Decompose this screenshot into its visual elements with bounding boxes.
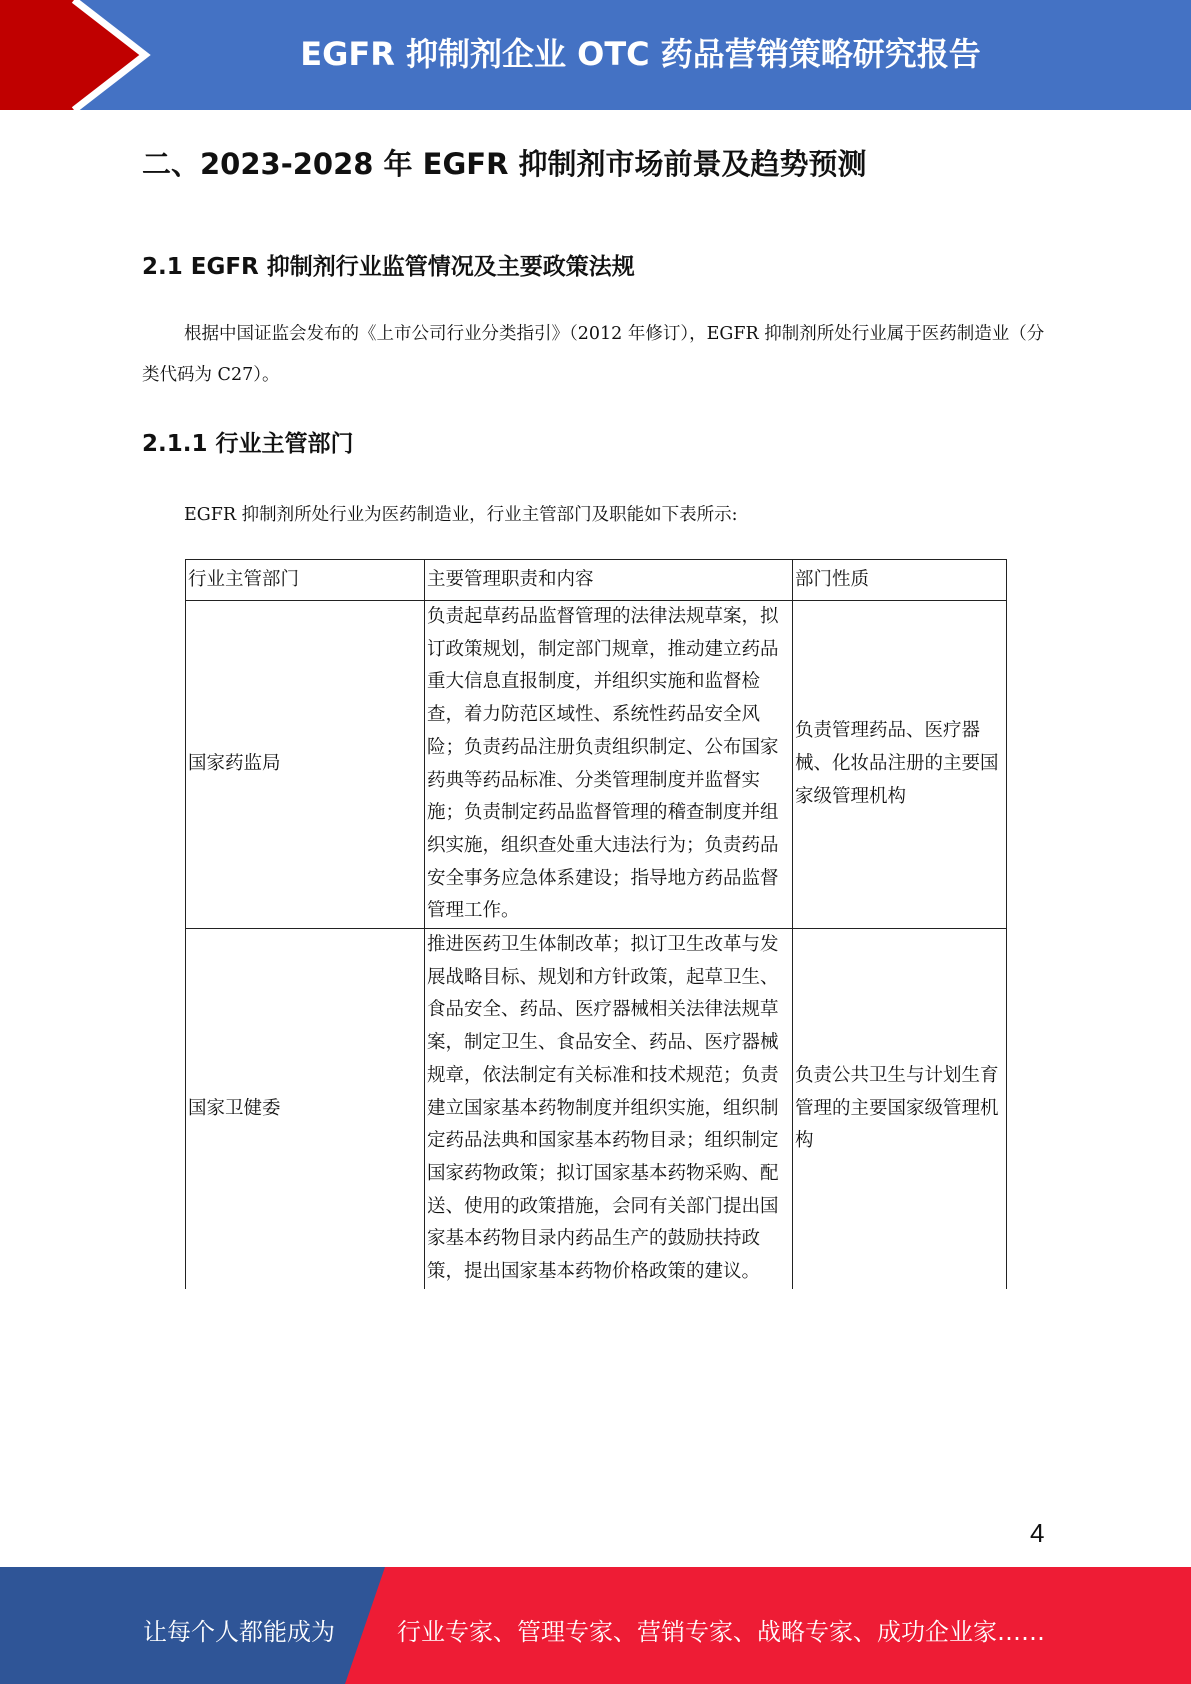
department-cell: 国家卫健委 <box>186 929 425 1289</box>
subsection-heading: 2.1 EGFR 抑制剂行业监管情况及主要政策法规 <box>142 254 635 280</box>
footer-slogan-left: 让每个人都能成为 <box>143 1618 335 1646</box>
nature-cell: 负责管理药品、医疗器械、化妆品注册的主要国家级管理机构 <box>793 601 1007 929</box>
subsubsection-heading: 2.1.1 行业主管部门 <box>142 431 354 457</box>
table-header-cell: 行业主管部门 <box>186 560 425 601</box>
document-title: EGFR 抑制剂企业 OTC 药品营销策略研究报告 <box>300 35 981 73</box>
nature-cell: 负责公共卫生与计划生育管理的主要国家级管理机构 <box>793 929 1007 1289</box>
paragraph-classification: 根据中国证监会发布的《上市公司行业分类指引》（2012 年修订），EGFR 抑制剂所处行业属于医药制造业（分类代码为 C27）。 <box>142 324 1045 385</box>
duties-cell: 推进医药卫生体制改革；拟订卫生改革与发展战略目标、规划和方针政策，起草卫生、食品安全、药品、医疗器械相关法律法规草案，制定卫生、食品安全、药品、医疗器械规章，依法制定有关标准和技术规范；负责建立国家基本药物制度并组织实施，组织制定药品法典和国家基本药物目录；组织制定国家药物政策；拟订国家基本药物采购、配送、使用的政策措施，会同有关部门提出国家基本药物目录内药品生产的鼓励扶持政策，提出国家基本药物价格政策的建议。 <box>425 929 793 1289</box>
table-header-cell: 部门性质 <box>793 560 1007 601</box>
department-cell: 国家药监局 <box>186 601 425 929</box>
duties-cell: 负责起草药品监督管理的法律法规草案，拟订政策规划，制定部门规章，推动建立药品重大信息直报制度，并组织实施和监督检查，着力防范区域性、系统性药品安全风险；负责药品注册负责组织制定、公布国家药典等药品标准、分类管理制度并监督实施；负责制定药品监督管理的稽查制度并组织实施，组织查处重大违法行为；负责药品安全事务应急体系建设；指导地方药品监督管理工作。 <box>425 601 793 929</box>
paragraph-table-intro: EGFR 抑制剂所处行业为医药制造业，行业主管部门及职能如下表所示: <box>184 505 738 525</box>
regulator-table <box>185 559 1007 1289</box>
footer-slogan-right: 行业专家、管理专家、营销专家、战略专家、成功企业家…… <box>397 1618 1045 1646</box>
table-header-row <box>186 560 1007 601</box>
table-row <box>186 929 1007 1289</box>
page-number: 4 <box>1030 1518 1045 1548</box>
table-row <box>186 601 1007 929</box>
table-header-cell: 主要管理职责和内容 <box>425 560 793 601</box>
section-heading: 二、2023-2028 年 EGFR 抑制剂市场前景及趋势预测 <box>142 147 867 181</box>
